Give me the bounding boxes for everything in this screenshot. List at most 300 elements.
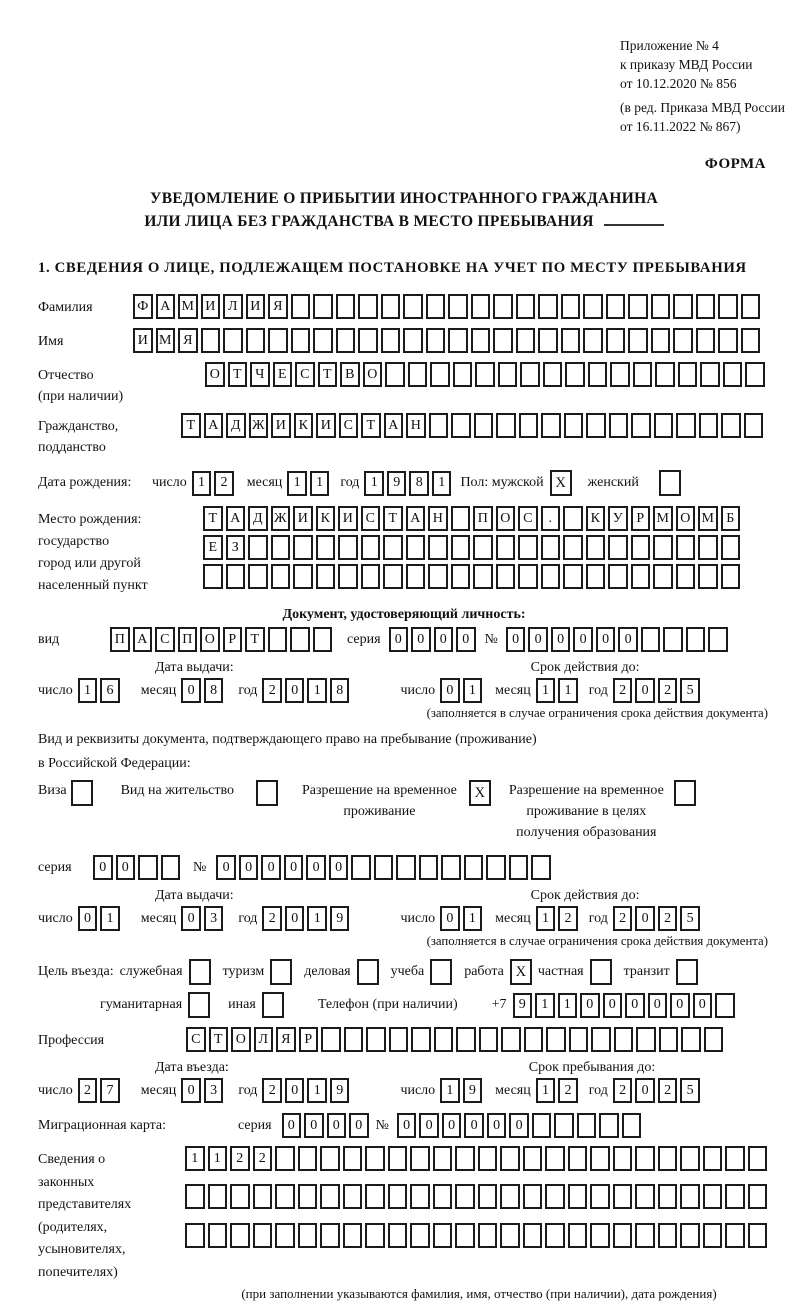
- form-cell[interactable]: [721, 564, 741, 589]
- form-cell[interactable]: Т: [383, 506, 403, 531]
- form-cell[interactable]: [686, 627, 706, 652]
- visa-checkbox[interactable]: [71, 780, 93, 806]
- form-cell[interactable]: 0: [285, 906, 305, 931]
- form-cell[interactable]: Ч: [250, 362, 270, 387]
- purpose-checkbox-4[interactable]: X: [510, 959, 532, 985]
- form-cell[interactable]: .: [541, 506, 561, 531]
- form-cell[interactable]: [361, 564, 381, 589]
- form-cell[interactable]: 0: [442, 1113, 462, 1138]
- form-cell[interactable]: [471, 294, 491, 319]
- form-cell[interactable]: [590, 1146, 610, 1171]
- form-cell[interactable]: [628, 294, 648, 319]
- form-cell[interactable]: [606, 328, 626, 353]
- form-cell[interactable]: А: [406, 506, 426, 531]
- form-cell[interactable]: П: [110, 627, 130, 652]
- form-cell[interactable]: [475, 362, 495, 387]
- form-cell[interactable]: 1: [536, 1078, 556, 1103]
- form-cell[interactable]: [338, 564, 358, 589]
- form-cell[interactable]: 3: [204, 1078, 224, 1103]
- form-cell[interactable]: 2: [613, 678, 633, 703]
- form-cell[interactable]: [374, 855, 394, 880]
- form-cell[interactable]: 0: [635, 678, 655, 703]
- form-cell[interactable]: С: [155, 627, 175, 652]
- form-cell[interactable]: 0: [329, 855, 349, 880]
- form-cell[interactable]: [654, 413, 674, 438]
- form-cell[interactable]: [744, 413, 764, 438]
- form-cell[interactable]: 2: [78, 1078, 98, 1103]
- form-cell[interactable]: [538, 294, 558, 319]
- form-cell[interactable]: 0: [618, 627, 638, 652]
- form-cell[interactable]: [500, 1223, 520, 1248]
- form-cell[interactable]: [543, 362, 563, 387]
- form-cell[interactable]: [608, 564, 628, 589]
- form-cell[interactable]: [433, 1146, 453, 1171]
- form-cell[interactable]: Д: [248, 506, 268, 531]
- form-cell[interactable]: 0: [464, 1113, 484, 1138]
- form-cell[interactable]: 0: [285, 1078, 305, 1103]
- form-cell[interactable]: [448, 328, 468, 353]
- form-cell[interactable]: 0: [509, 1113, 529, 1138]
- form-cell[interactable]: [628, 328, 648, 353]
- form-cell[interactable]: [388, 1146, 408, 1171]
- form-cell[interactable]: [473, 564, 493, 589]
- form-cell[interactable]: 0: [181, 906, 201, 931]
- form-cell[interactable]: [700, 362, 720, 387]
- form-cell[interactable]: Т: [228, 362, 248, 387]
- form-cell[interactable]: [715, 993, 735, 1018]
- form-cell[interactable]: [663, 627, 683, 652]
- form-cell[interactable]: [451, 506, 471, 531]
- form-cell[interactable]: 2: [253, 1146, 273, 1171]
- form-cell[interactable]: [633, 362, 653, 387]
- form-cell[interactable]: 1: [432, 471, 452, 496]
- form-cell[interactable]: [613, 1146, 633, 1171]
- form-cell[interactable]: [201, 328, 221, 353]
- form-cell[interactable]: [358, 328, 378, 353]
- form-cell[interactable]: О: [200, 627, 220, 652]
- form-cell[interactable]: 0: [419, 1113, 439, 1138]
- form-cell[interactable]: [451, 564, 471, 589]
- form-cell[interactable]: [568, 1146, 588, 1171]
- form-cell[interactable]: И: [271, 413, 291, 438]
- form-cell[interactable]: [564, 413, 584, 438]
- form-cell[interactable]: [429, 413, 449, 438]
- form-cell[interactable]: П: [178, 627, 198, 652]
- form-cell[interactable]: [516, 294, 536, 319]
- form-cell[interactable]: [343, 1146, 363, 1171]
- form-cell[interactable]: [474, 413, 494, 438]
- form-cell[interactable]: [410, 1184, 430, 1209]
- form-cell[interactable]: А: [384, 413, 404, 438]
- form-cell[interactable]: [523, 1223, 543, 1248]
- form-cell[interactable]: [493, 294, 513, 319]
- form-cell[interactable]: [523, 1184, 543, 1209]
- form-cell[interactable]: 6: [100, 678, 120, 703]
- form-cell[interactable]: [336, 294, 356, 319]
- form-cell[interactable]: [524, 1027, 544, 1052]
- form-cell[interactable]: [658, 1146, 678, 1171]
- form-cell[interactable]: [565, 362, 585, 387]
- form-cell[interactable]: [658, 1184, 678, 1209]
- form-cell[interactable]: [248, 564, 268, 589]
- form-cell[interactable]: [745, 362, 765, 387]
- form-cell[interactable]: [681, 1027, 701, 1052]
- form-cell[interactable]: [246, 328, 266, 353]
- form-cell[interactable]: О: [496, 506, 516, 531]
- form-cell[interactable]: Ж: [249, 413, 269, 438]
- form-cell[interactable]: [563, 506, 583, 531]
- form-cell[interactable]: Я: [268, 294, 288, 319]
- form-cell[interactable]: [388, 1223, 408, 1248]
- form-cell[interactable]: 1: [185, 1146, 205, 1171]
- form-cell[interactable]: 0: [397, 1113, 417, 1138]
- form-cell[interactable]: [493, 328, 513, 353]
- form-cell[interactable]: [366, 1027, 386, 1052]
- form-cell[interactable]: [718, 328, 738, 353]
- form-cell[interactable]: [723, 362, 743, 387]
- form-cell[interactable]: 8: [409, 471, 429, 496]
- purpose-checkbox-7[interactable]: [188, 992, 210, 1018]
- form-cell[interactable]: 0: [389, 627, 409, 652]
- form-cell[interactable]: [426, 328, 446, 353]
- form-cell[interactable]: [365, 1146, 385, 1171]
- form-cell[interactable]: [500, 1146, 520, 1171]
- form-cell[interactable]: [614, 1027, 634, 1052]
- form-cell[interactable]: [590, 1184, 610, 1209]
- form-cell[interactable]: 0: [282, 1113, 302, 1138]
- form-cell[interactable]: 2: [262, 678, 282, 703]
- form-cell[interactable]: 0: [306, 855, 326, 880]
- form-cell[interactable]: [725, 1184, 745, 1209]
- form-cell[interactable]: 0: [635, 906, 655, 931]
- form-cell[interactable]: [516, 328, 536, 353]
- form-cell[interactable]: 0: [261, 855, 281, 880]
- form-cell[interactable]: [411, 1027, 431, 1052]
- form-cell[interactable]: 0: [349, 1113, 369, 1138]
- form-cell[interactable]: [577, 1113, 597, 1138]
- form-cell[interactable]: 0: [635, 1078, 655, 1103]
- form-cell[interactable]: [673, 294, 693, 319]
- form-cell[interactable]: [338, 535, 358, 560]
- form-cell[interactable]: 0: [456, 627, 476, 652]
- form-cell[interactable]: [291, 294, 311, 319]
- form-cell[interactable]: [316, 564, 336, 589]
- form-cell[interactable]: Ф: [133, 294, 153, 319]
- form-cell[interactable]: 0: [551, 627, 571, 652]
- form-cell[interactable]: 5: [680, 906, 700, 931]
- form-cell[interactable]: [271, 535, 291, 560]
- form-cell[interactable]: И: [133, 328, 153, 353]
- form-cell[interactable]: [473, 535, 493, 560]
- form-cell[interactable]: 0: [216, 855, 236, 880]
- form-cell[interactable]: [316, 535, 336, 560]
- form-cell[interactable]: [230, 1184, 250, 1209]
- form-cell[interactable]: [428, 564, 448, 589]
- form-cell[interactable]: К: [316, 506, 336, 531]
- form-cell[interactable]: [365, 1223, 385, 1248]
- form-cell[interactable]: [546, 1027, 566, 1052]
- form-cell[interactable]: Ж: [271, 506, 291, 531]
- form-cell[interactable]: 2: [658, 1078, 678, 1103]
- form-cell[interactable]: 2: [613, 906, 633, 931]
- form-cell[interactable]: [569, 1027, 589, 1052]
- form-cell[interactable]: [253, 1223, 273, 1248]
- form-cell[interactable]: [586, 564, 606, 589]
- form-cell[interactable]: [741, 328, 761, 353]
- form-cell[interactable]: [451, 535, 471, 560]
- form-cell[interactable]: [590, 1223, 610, 1248]
- form-cell[interactable]: [699, 413, 719, 438]
- form-cell[interactable]: 3: [204, 906, 224, 931]
- form-cell[interactable]: [453, 362, 473, 387]
- form-cell[interactable]: 0: [528, 627, 548, 652]
- form-cell[interactable]: 2: [658, 678, 678, 703]
- form-cell[interactable]: [678, 362, 698, 387]
- form-cell[interactable]: [568, 1184, 588, 1209]
- form-cell[interactable]: 5: [680, 1078, 700, 1103]
- form-cell[interactable]: [451, 413, 471, 438]
- form-cell[interactable]: [703, 1146, 723, 1171]
- form-cell[interactable]: [290, 627, 310, 652]
- form-cell[interactable]: В: [340, 362, 360, 387]
- form-cell[interactable]: Я: [178, 328, 198, 353]
- form-cell[interactable]: [680, 1184, 700, 1209]
- form-cell[interactable]: [704, 1027, 724, 1052]
- form-cell[interactable]: [609, 413, 629, 438]
- form-cell[interactable]: 2: [262, 906, 282, 931]
- form-cell[interactable]: [248, 535, 268, 560]
- form-cell[interactable]: 0: [411, 627, 431, 652]
- form-cell[interactable]: 9: [513, 993, 533, 1018]
- form-cell[interactable]: [631, 535, 651, 560]
- form-cell[interactable]: А: [133, 627, 153, 652]
- form-cell[interactable]: [479, 1027, 499, 1052]
- form-cell[interactable]: [271, 564, 291, 589]
- form-cell[interactable]: [268, 627, 288, 652]
- form-cell[interactable]: [455, 1223, 475, 1248]
- form-cell[interactable]: [651, 294, 671, 319]
- form-cell[interactable]: 0: [603, 993, 623, 1018]
- form-cell[interactable]: [631, 413, 651, 438]
- form-cell[interactable]: [208, 1184, 228, 1209]
- form-cell[interactable]: [313, 627, 333, 652]
- form-cell[interactable]: 7: [100, 1078, 120, 1103]
- form-cell[interactable]: [703, 1184, 723, 1209]
- sex-male-checkbox[interactable]: X: [550, 470, 572, 496]
- form-cell[interactable]: [138, 855, 158, 880]
- form-cell[interactable]: [523, 1146, 543, 1171]
- form-cell[interactable]: С: [361, 506, 381, 531]
- form-cell[interactable]: [313, 328, 333, 353]
- form-cell[interactable]: А: [156, 294, 176, 319]
- form-cell[interactable]: [410, 1223, 430, 1248]
- form-cell[interactable]: [613, 1223, 633, 1248]
- form-cell[interactable]: Т: [209, 1027, 229, 1052]
- form-cell[interactable]: 2: [558, 906, 578, 931]
- form-cell[interactable]: 2: [262, 1078, 282, 1103]
- form-cell[interactable]: [501, 1027, 521, 1052]
- form-cell[interactable]: [313, 294, 333, 319]
- form-cell[interactable]: [541, 413, 561, 438]
- form-cell[interactable]: [676, 564, 696, 589]
- form-cell[interactable]: И: [338, 506, 358, 531]
- form-cell[interactable]: [381, 294, 401, 319]
- form-cell[interactable]: [351, 855, 371, 880]
- form-cell[interactable]: З: [226, 535, 246, 560]
- form-cell[interactable]: 5: [680, 678, 700, 703]
- form-cell[interactable]: [586, 413, 606, 438]
- form-cell[interactable]: [406, 564, 426, 589]
- form-cell[interactable]: [496, 564, 516, 589]
- form-cell[interactable]: [433, 1223, 453, 1248]
- form-cell[interactable]: 0: [670, 993, 690, 1018]
- form-cell[interactable]: [208, 1223, 228, 1248]
- form-cell[interactable]: [320, 1184, 340, 1209]
- form-cell[interactable]: [500, 1184, 520, 1209]
- form-cell[interactable]: [538, 328, 558, 353]
- form-cell[interactable]: [321, 1027, 341, 1052]
- form-cell[interactable]: [676, 413, 696, 438]
- form-cell[interactable]: [635, 1146, 655, 1171]
- form-cell[interactable]: [381, 328, 401, 353]
- form-cell[interactable]: [696, 328, 716, 353]
- form-cell[interactable]: [478, 1146, 498, 1171]
- form-cell[interactable]: [456, 1027, 476, 1052]
- form-cell[interactable]: [298, 1146, 318, 1171]
- form-cell[interactable]: О: [363, 362, 383, 387]
- form-cell[interactable]: [426, 294, 446, 319]
- form-cell[interactable]: [568, 1223, 588, 1248]
- form-cell[interactable]: [486, 855, 506, 880]
- form-cell[interactable]: [389, 1027, 409, 1052]
- form-cell[interactable]: [725, 1223, 745, 1248]
- form-cell[interactable]: 1: [310, 471, 330, 496]
- form-cell[interactable]: [496, 413, 516, 438]
- form-cell[interactable]: 1: [535, 993, 555, 1018]
- form-cell[interactable]: [223, 328, 243, 353]
- form-cell[interactable]: П: [473, 506, 493, 531]
- form-cell[interactable]: 2: [613, 1078, 633, 1103]
- form-cell[interactable]: 0: [434, 627, 454, 652]
- form-cell[interactable]: [610, 362, 630, 387]
- form-cell[interactable]: [680, 1223, 700, 1248]
- form-cell[interactable]: 0: [648, 993, 668, 1018]
- form-cell[interactable]: [509, 855, 529, 880]
- form-cell[interactable]: Т: [203, 506, 223, 531]
- form-cell[interactable]: [518, 564, 538, 589]
- form-cell[interactable]: [403, 294, 423, 319]
- form-cell[interactable]: [748, 1146, 768, 1171]
- form-cell[interactable]: [531, 855, 551, 880]
- form-cell[interactable]: [230, 1223, 250, 1248]
- form-cell[interactable]: [455, 1184, 475, 1209]
- form-cell[interactable]: 0: [181, 1078, 201, 1103]
- form-cell[interactable]: 0: [78, 906, 98, 931]
- form-cell[interactable]: [541, 564, 561, 589]
- form-cell[interactable]: [383, 564, 403, 589]
- form-cell[interactable]: [703, 1223, 723, 1248]
- form-cell[interactable]: 0: [116, 855, 136, 880]
- form-cell[interactable]: 2: [230, 1146, 250, 1171]
- form-cell[interactable]: [708, 627, 728, 652]
- temp-permit-checkbox[interactable]: X: [469, 780, 491, 806]
- form-cell[interactable]: [655, 362, 675, 387]
- residence-permit-checkbox[interactable]: [256, 780, 278, 806]
- form-cell[interactable]: М: [178, 294, 198, 319]
- form-cell[interactable]: [343, 1223, 363, 1248]
- form-cell[interactable]: [406, 535, 426, 560]
- form-cell[interactable]: 0: [596, 627, 616, 652]
- form-cell[interactable]: [403, 328, 423, 353]
- purpose-checkbox-5[interactable]: [590, 959, 612, 985]
- form-cell[interactable]: 9: [330, 1078, 350, 1103]
- form-cell[interactable]: [185, 1184, 205, 1209]
- form-cell[interactable]: Д: [226, 413, 246, 438]
- form-cell[interactable]: М: [698, 506, 718, 531]
- form-cell[interactable]: Я: [276, 1027, 296, 1052]
- form-cell[interactable]: 0: [506, 627, 526, 652]
- form-cell[interactable]: Е: [273, 362, 293, 387]
- form-cell[interactable]: 1: [364, 471, 384, 496]
- form-cell[interactable]: [298, 1223, 318, 1248]
- form-cell[interactable]: 1: [78, 678, 98, 703]
- form-cell[interactable]: [496, 535, 516, 560]
- form-cell[interactable]: 0: [440, 678, 460, 703]
- form-cell[interactable]: [388, 1184, 408, 1209]
- form-cell[interactable]: [748, 1223, 768, 1248]
- form-cell[interactable]: [659, 1027, 679, 1052]
- form-cell[interactable]: 1: [307, 1078, 327, 1103]
- form-cell[interactable]: [365, 1184, 385, 1209]
- form-cell[interactable]: [320, 1146, 340, 1171]
- form-cell[interactable]: [532, 1113, 552, 1138]
- form-cell[interactable]: С: [518, 506, 538, 531]
- form-cell[interactable]: Р: [631, 506, 651, 531]
- form-cell[interactable]: 1: [463, 906, 483, 931]
- form-cell[interactable]: [275, 1146, 295, 1171]
- form-cell[interactable]: [748, 1184, 768, 1209]
- form-cell[interactable]: [428, 535, 448, 560]
- form-cell[interactable]: [161, 855, 181, 880]
- purpose-checkbox-1[interactable]: [270, 959, 292, 985]
- form-cell[interactable]: 1: [192, 471, 212, 496]
- form-cell[interactable]: [631, 564, 651, 589]
- form-cell[interactable]: [545, 1223, 565, 1248]
- form-cell[interactable]: К: [586, 506, 606, 531]
- form-cell[interactable]: 0: [285, 678, 305, 703]
- form-cell[interactable]: 2: [558, 1078, 578, 1103]
- form-cell[interactable]: [343, 1184, 363, 1209]
- form-cell[interactable]: [721, 413, 741, 438]
- form-cell[interactable]: [588, 362, 608, 387]
- form-cell[interactable]: 1: [307, 906, 327, 931]
- form-cell[interactable]: [344, 1027, 364, 1052]
- form-cell[interactable]: [698, 535, 718, 560]
- form-cell[interactable]: [725, 1146, 745, 1171]
- form-cell[interactable]: [448, 294, 468, 319]
- form-cell[interactable]: 1: [287, 471, 307, 496]
- form-cell[interactable]: [441, 855, 461, 880]
- form-cell[interactable]: [721, 535, 741, 560]
- form-cell[interactable]: 1: [307, 678, 327, 703]
- form-cell[interactable]: [518, 535, 538, 560]
- form-cell[interactable]: [658, 1223, 678, 1248]
- form-cell[interactable]: 0: [573, 627, 593, 652]
- form-cell[interactable]: [410, 1146, 430, 1171]
- form-cell[interactable]: М: [156, 328, 176, 353]
- form-cell[interactable]: 0: [580, 993, 600, 1018]
- form-cell[interactable]: [433, 1184, 453, 1209]
